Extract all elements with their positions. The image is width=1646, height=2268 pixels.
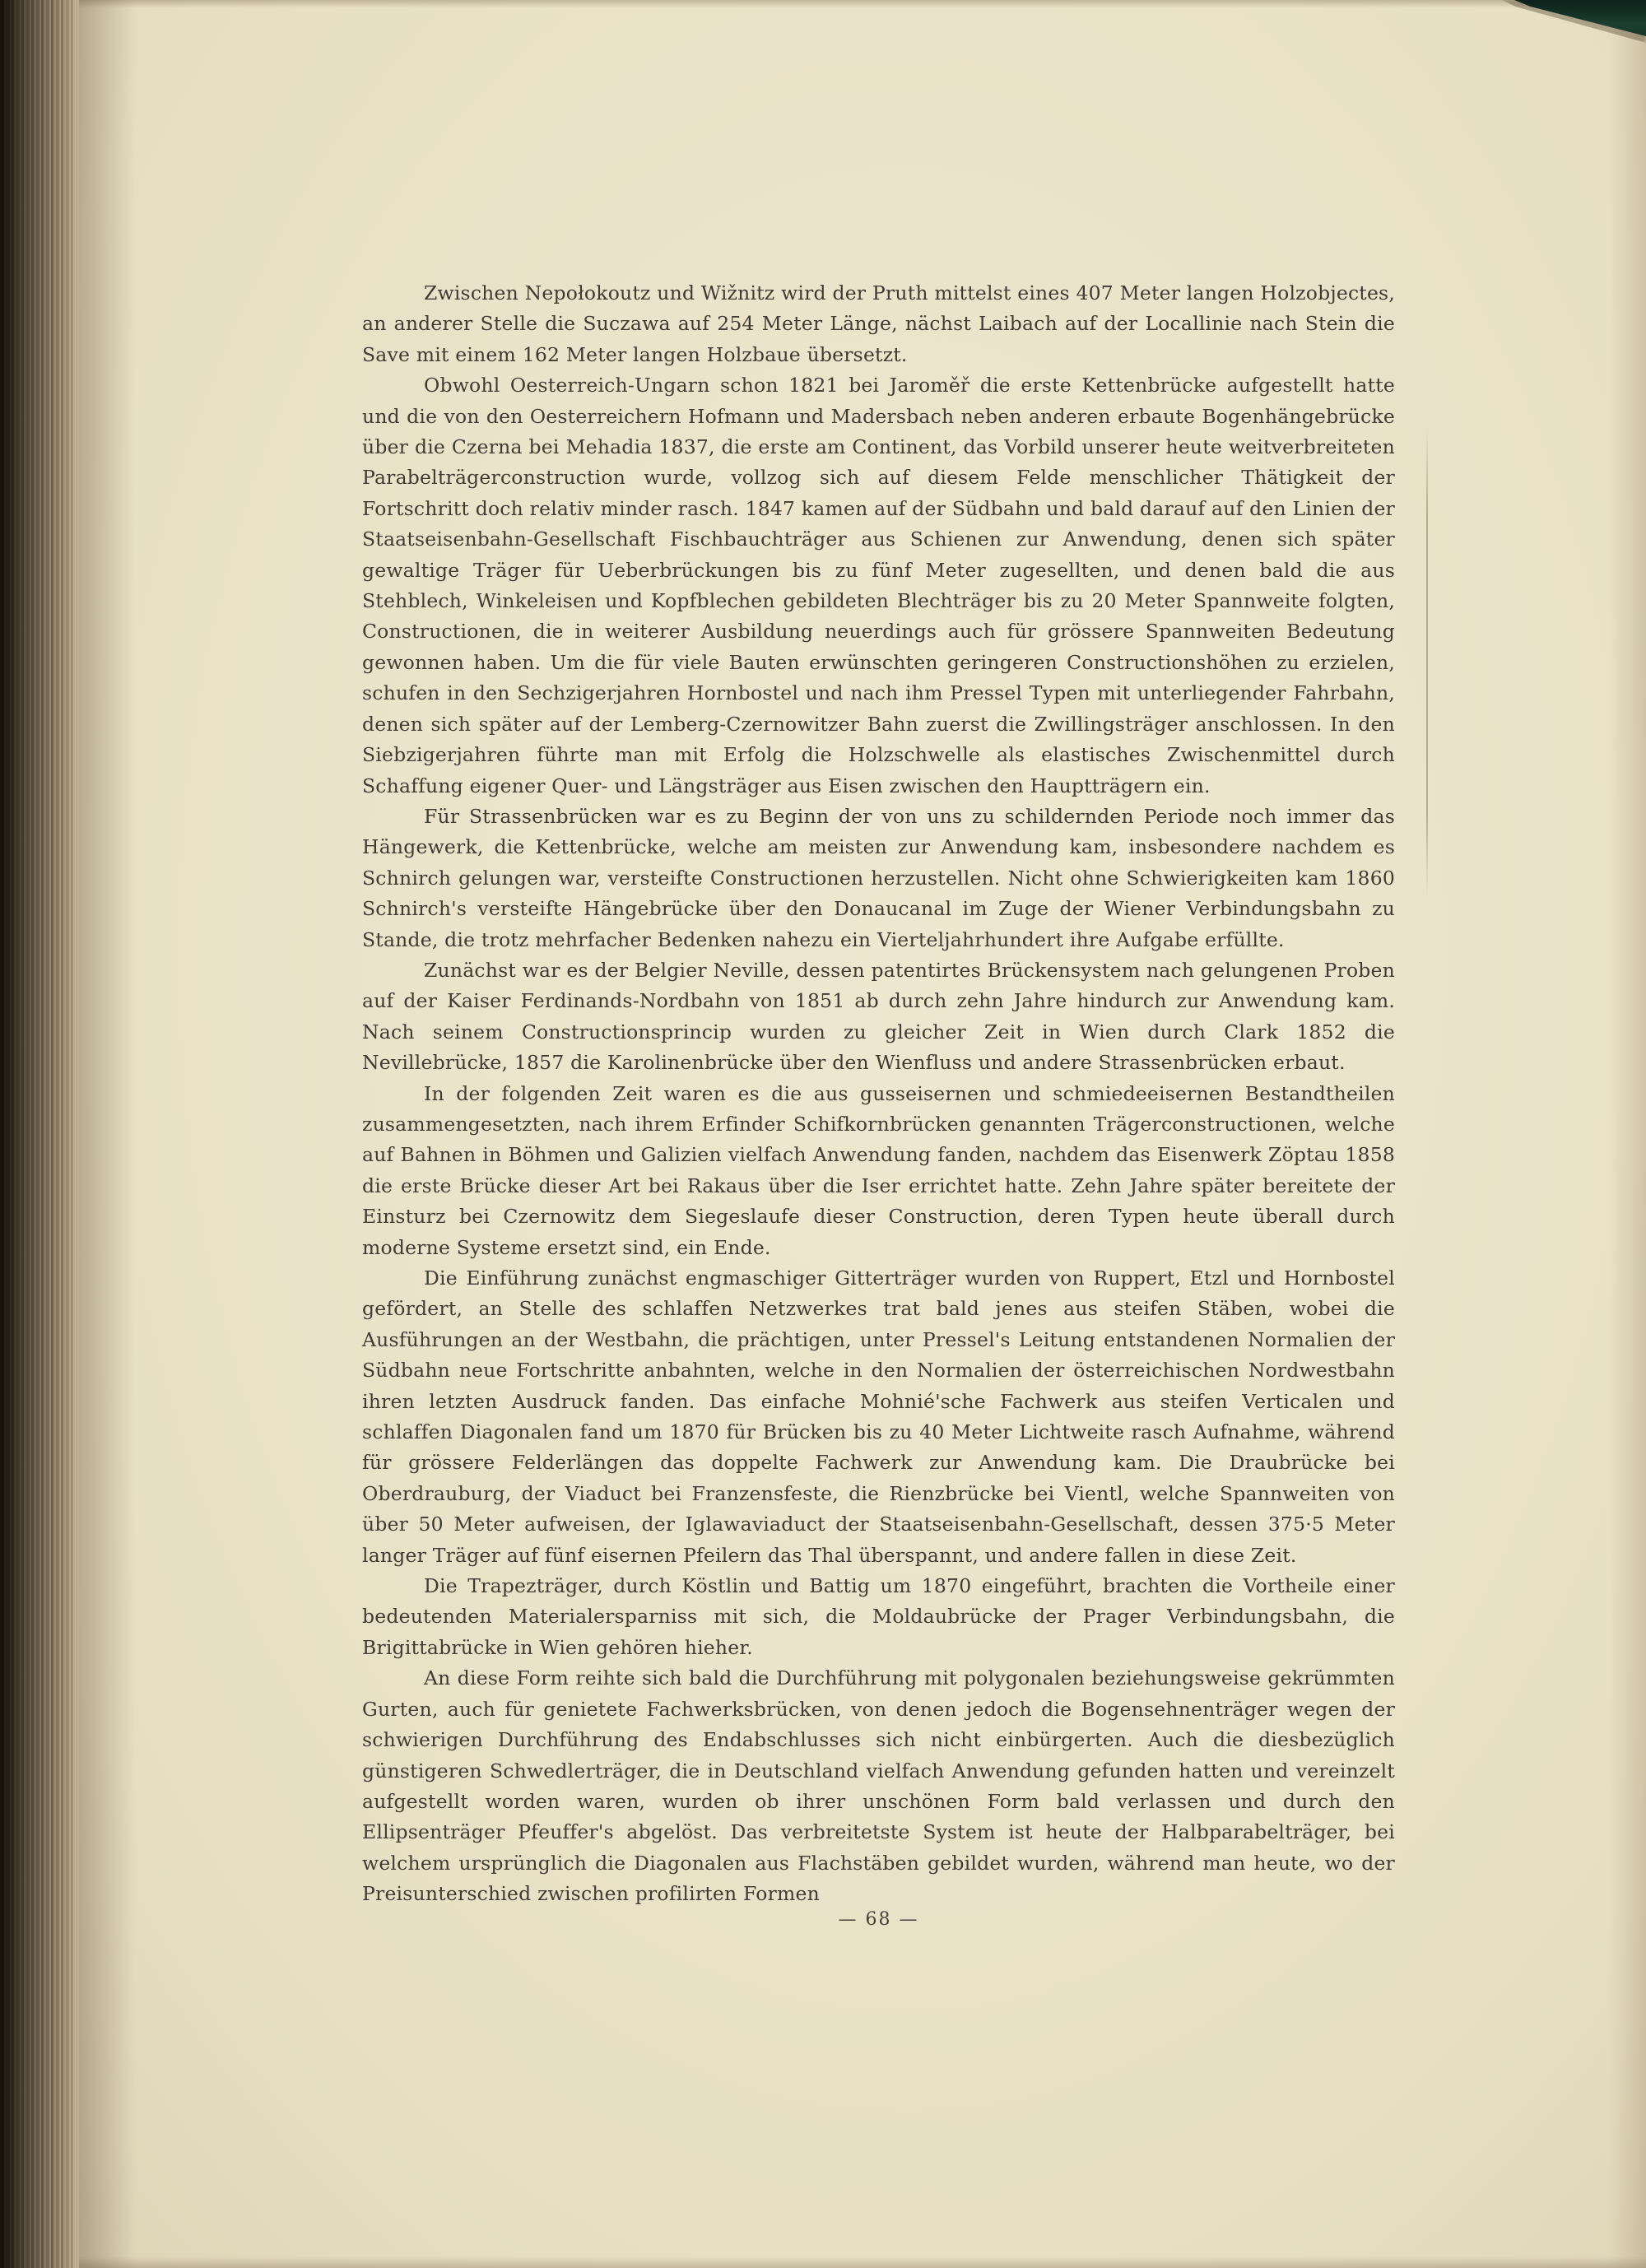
paragraph-7: Die Trapezträger, durch Köstlin und Battig um 1870 eingeführt, brachten die Vortheile einer bedeutenden Materialersparniss mit sich, die Moldaubrücke der Prager Verbindungsbahn, die Brigittabrücke in Wien gehören hieher. — [362, 1574, 1395, 1659]
page-text-block — [362, 278, 1395, 1910]
paragraph-1: Zwischen Nepołokoutz und Wižnitz wird der Pruth mittelst eines 407 Meter langen Holzobjectes, an anderer Stelle die Suczawa auf 254 Meter Länge, nächst Laibach auf der Locallinie nach Stein die Save mit einem 162 Meter langen Holzbaue übersetzt. — [362, 281, 1395, 366]
paragraph-8: An diese Form reihte sich bald die Durchführung mit polygonalen beziehungsweise gekrümmten Gurten, auch für genietete Fachwerksbrücken, von denen jedoch die Bogensehnenträger wegen der schwierigen Durchführung des Endabschlusses sich nicht einbürgerten. Auch die diesbezüglich günstigeren Schwedlerträger, die in Deutschland vielfach Anwendung gefunden hatten und vereinzelt aufgestellt worden waren, wurden ob ihrer unschönen Form bald verlassen und durch den Ellipsenträger Pfeuffer's abgelöst. Das verbreitetste System ist heute der Halbparabelträger, bei welchem ursprünglich die Diagonalen aus Flachstäben gebildet wurden, während man heute, wo der Preisunterschied zwischen profilirten Formen — [362, 1666, 1395, 1906]
paragraph-2: Obwohl Oesterreich-Ungarn schon 1821 bei Jaroměř die erste Kettenbrücke aufgestellt hatte und die von den Oesterreichern Hofmann und Madersbach neben anderen erbaute Bogenhängebrücke über die Czerna bei Mehadia 1837, die erste am Continent, das Vorbild unserer heute weitverbreiteten Parabelträgerconstruction wurde, vollzog sich auf diesem Felde menschlicher Thätigkeit der Fortschritt doch relativ minder rasch. 1847 kamen auf der Südbahn und bald darauf auf den Linien der Staatseisenbahn-Gesellschaft Fischbauchträger aus Schienen zur Anwendung, denen sich später gewaltige Träger für Ueberbrückungen bis zu fünf Meter zugesellten, und denen bald die aus Stehblech, Winkeleisen und Kopfblechen gebildeten Blechträger bis zu 20 Meter Spannweite folgten, Constructionen, die in weiterer Ausbildung neuerdings auch für grössere Spannweiten Bedeutung gewonnen haben. Um die für viele Bauten erwünschten geringeren Constructionshöhen zu erzielen, schufen in den Sechzigerjahren Hornbostel und nach ihm Pressel Typen mit unterliegender Fahrbahn, denen sich später auf der Lemberg-Czernowitzer Bahn zuerst die Zwillingsträger anschlossen. In den Siebzigerjahren führte man mit Erfolg die Holzschwelle als elastisches Zwischenmittel durch Schaffung eigener Quer- und Längsträger aus Eisen zwischen den Hauptträgern ein. — [362, 374, 1395, 797]
page-crease-line — [1426, 428, 1428, 897]
book-binding-page-edges — [0, 0, 79, 2268]
top-edge-shadow — [79, 0, 1646, 8]
bottom-edge-shadow — [79, 2256, 1646, 2268]
page-number: — 68 — — [838, 1909, 919, 1930]
paragraph-5: In der folgenden Zeit waren es die aus gusseisernen und schmiedeeisernen Bestandtheilen zusammengesetzten, nach ihrem Erfinder Schifkornbrücken genannten Trägerconstructionen, welche auf Bahnen in Böhmen und Galizien vielfach Anwendung fanden, nachdem das Eisenwerk Zöptau 1858 die erste Brücke dieser Art bei Rakaus über die Iser errichtet hatte. Zehn Jahre später bereitete der Einsturz bei Czernowitz dem Siegeslaufe dieser Construction, deren Typen heute überall durch moderne Systeme ersetzt sind, ein Ende. — [362, 1081, 1395, 1259]
green-book-cover-corner — [1514, 0, 1646, 36]
paragraph-6: Die Einführung zunächst engmaschiger Gitterträger wurden von Ruppert, Etzl und Hornbostel gefördert, an Stelle des schlaffen Netzwerkes trat bald jenes aus steifen Stäben, wobei die Ausführungen an der Westbahn, die prächtigen, unter Pressel's Leitung entstandenen Normalien der Südbahn neue Fortschritte anbahnten, welche in den Normalien der österreichischen Nordwestbahn ihren letzten Ausdruck fanden. Das einfache Mohnié'sche Fachwerk aus steifen Verticalen und schlaffen Diagonalen fand um 1870 für Brücken bis zu 40 Meter Lichtweite rasch Aufnahme, während für grössere Felderlängen das doppelte Fachwerk zur Anwendung kam. Die Draubrücke bei Oberdrauburg, der Viaduct bei Franzensfeste, die Rienzbrücke bei Vientl, welche Spannweiten von über 50 Meter aufweisen, der Iglawaviaduct der Staatseisenbahn-Gesellschaft, dessen 375·5 Meter langer Träger auf fünf eisernen Pfeilern das Thal überspannt, und andere fallen in diese Zeit. — [362, 1266, 1395, 1567]
right-edge-shadow — [1608, 0, 1646, 2268]
paragraph-4: Zunächst war es der Belgier Neville, dessen patentirtes Brückensystem nach gelungenen Proben auf der Kaiser Ferdinands-Nordbahn von 1851 ab durch zehn Jahre hindurch zur Anwendung kam. Nach seinem Constructionsprincip wurden zu gleicher Zeit in Wien durch Clark 1852 die Nevillebrücke, 1857 die Karolinenbrücke über den Wienfluss und andere Strassenbrücken erbaut. — [362, 958, 1395, 1075]
paragraph-3: Für Strassenbrücken war es zu Beginn der von uns zu schildernden Periode noch immer das Hängewerk, die Kettenbrücke, welche am meisten zur Anwendung kam, insbesondere nachdem es Schnirch gelungen war, versteifte Constructionen herzustellen. Nicht ohne Schwierigkeiten kam 1860 Schnirch's versteifte Hängebrücke über den Donaucanal im Zuge der Wiener Verbindungsbahn zu Stande, die trotz mehrfacher Bedenken nahezu ein Vierteljahrhundert ihre Aufgabe erfüllte. — [362, 804, 1395, 951]
binding-inner-shadow — [79, 0, 137, 2268]
